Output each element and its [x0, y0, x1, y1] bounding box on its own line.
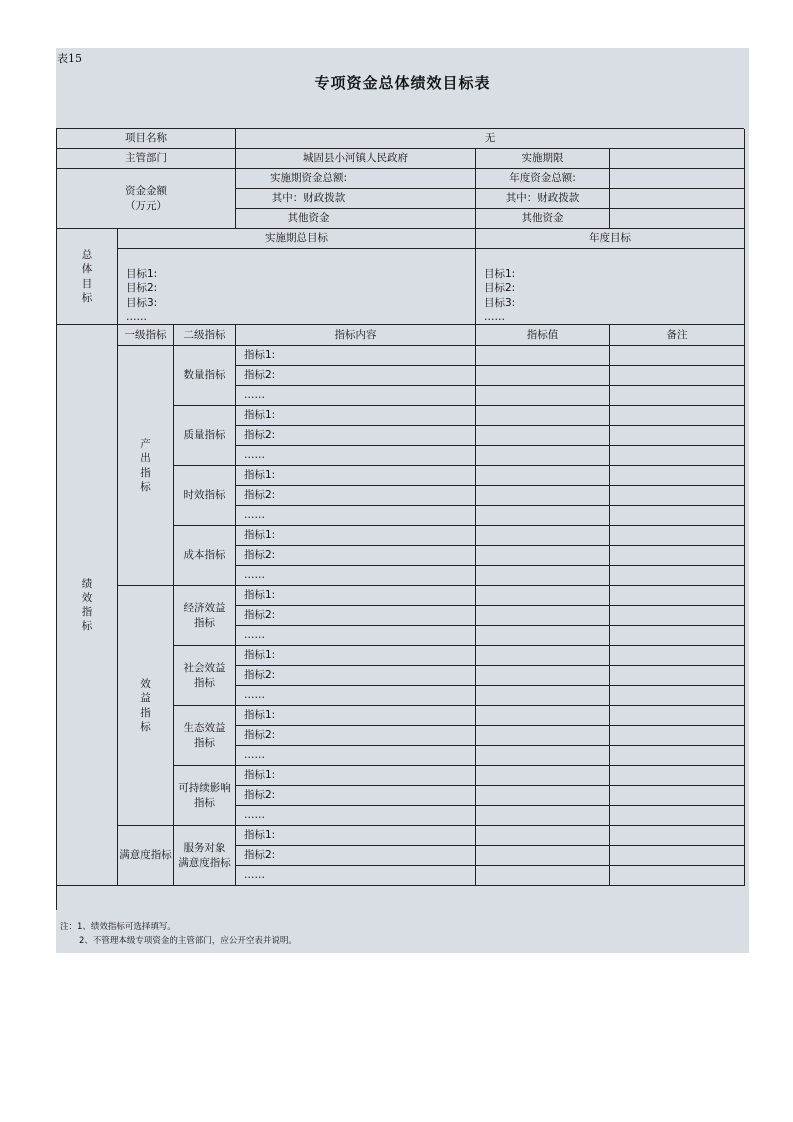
indicator-note-cell [610, 826, 745, 846]
level1-indicator-text: 满意度指标 [119, 849, 172, 862]
other-label: 其他资金 [287, 212, 330, 225]
level1-indicator-text: 效 [140, 678, 151, 691]
indicator-note-cell [610, 746, 745, 766]
fiscal-annual-label: 其中：财政拨款 [476, 189, 610, 209]
goal-item: 目标2: [484, 282, 516, 295]
indicator-content-cell: 指标2: [236, 666, 476, 686]
indicator-note-cell [610, 846, 745, 866]
indicator-note-cell [610, 646, 745, 666]
goal-item: 目标3: [126, 296, 158, 309]
dept-label: 主管部门 [57, 149, 236, 169]
indicator-note-cell [610, 566, 745, 586]
indicator-value-cell [476, 766, 610, 786]
indicator-value-cell [476, 646, 610, 666]
form-number: 表15 [57, 52, 82, 65]
level2-indicator-text: 数量指标 [183, 369, 226, 382]
overall-goal-label [57, 229, 118, 325]
indicator-note-cell [610, 406, 745, 426]
indicator-content-cell: 指标1: [236, 526, 476, 546]
indicator-value-cell [476, 586, 610, 606]
indicator-content-cell: 指标1: [236, 586, 476, 606]
indicator-content-cell: 指标1: [236, 706, 476, 726]
indicator-content-cell: …… [236, 446, 476, 466]
level1-indicator-text: 标 [140, 720, 151, 733]
level2-indicator-text: 指标 [194, 676, 215, 689]
indicator-content-cell: 指标2: [236, 426, 476, 446]
level1-header: 一级指标 [118, 325, 174, 346]
level1-indicator-text: 出 [140, 452, 151, 465]
indicator-note-cell [610, 446, 745, 466]
indicator-value-cell [476, 746, 610, 766]
annual-total-value [610, 169, 745, 189]
indicator-value-cell [476, 366, 610, 386]
level1-indicator-cell [118, 346, 174, 586]
indicator-value-cell [476, 386, 610, 406]
indicator-value-cell [476, 346, 610, 366]
level2-indicator-cell [174, 766, 236, 826]
level1-indicator-text: 标 [140, 480, 151, 493]
level1-indicator-text: 指 [140, 706, 151, 719]
indicator-value-cell [476, 846, 610, 866]
indicator-label-char: 绩 [81, 577, 93, 590]
indicator-content-cell: 指标2: [236, 546, 476, 566]
indicator-value-cell [476, 786, 610, 806]
indicator-note-cell [610, 586, 745, 606]
level2-indicator-text: 质量指标 [183, 429, 226, 442]
indicator-note-cell [610, 426, 745, 446]
fund-amount-label [57, 169, 236, 229]
indicator-value-cell [476, 706, 610, 726]
page-title: 专项资金总体绩效目标表 [314, 74, 491, 92]
fiscal-label: 其中：财政拨款 [271, 192, 346, 205]
level1-indicator-text: 产 [140, 438, 151, 451]
period-goal-header: 实施期总目标 [118, 229, 476, 249]
indicator-content-cell: …… [236, 806, 476, 826]
indicator-note-cell [610, 626, 745, 646]
level2-indicator-text: 社会效益 [183, 662, 226, 675]
indicator-content-cell: …… [236, 746, 476, 766]
level2-header: 二级指标 [174, 325, 236, 346]
indicator-content-cell: …… [236, 626, 476, 646]
period-total-label: 实施期资金总额: [269, 172, 348, 185]
fiscal-cell [236, 189, 476, 209]
performance-target-table [56, 128, 744, 910]
indicator-content-cell: 指标1: [236, 826, 476, 846]
period-total-cell [236, 169, 476, 189]
indicator-note-cell [610, 466, 745, 486]
level2-indicator-text: 满意度指标 [178, 856, 231, 869]
indicator-label-char: 标 [81, 620, 93, 633]
period-goal-list [118, 249, 476, 325]
footnote-1: 注：1、绩效指标可选择填写。 [60, 922, 176, 932]
overall-goal-char: 总 [81, 249, 93, 262]
indicator-note-cell [610, 546, 745, 566]
indicator-note-cell [610, 386, 745, 406]
indicator-value-cell [476, 466, 610, 486]
level2-indicator-cell [174, 826, 236, 886]
indicator-content-cell: 指标2: [236, 786, 476, 806]
indicator-value-cell [476, 826, 610, 846]
value-header: 指标值 [476, 325, 610, 346]
indicator-value-cell [476, 406, 610, 426]
level2-indicator-text: 指标 [194, 736, 215, 749]
indicator-value-cell [476, 806, 610, 826]
indicator-content-cell: 指标1: [236, 346, 476, 366]
indicator-value-cell [476, 686, 610, 706]
indicator-value-cell [476, 726, 610, 746]
indicator-value-cell [476, 546, 610, 566]
level2-indicator-text: 指标 [194, 616, 215, 629]
indicator-note-cell [610, 606, 745, 626]
indicator-content-cell: …… [236, 506, 476, 526]
project-name-value: 无 [236, 129, 745, 149]
level2-indicator-cell [174, 346, 236, 406]
overall-goal-char: 体 [81, 263, 93, 276]
indicator-label-char: 效 [81, 591, 93, 604]
level2-indicator-text: 可持续影响 [178, 782, 231, 795]
indicator-value-cell [476, 426, 610, 446]
fiscal-annual-value [610, 189, 745, 209]
indicator-note-cell [610, 766, 745, 786]
level1-indicator-text: 益 [140, 692, 151, 705]
indicator-content-cell: 指标2: [236, 486, 476, 506]
indicator-note-cell [610, 726, 745, 746]
level2-indicator-text: 生态效益 [183, 722, 226, 735]
level2-indicator-text: 成本指标 [183, 549, 226, 562]
overall-goal-char: 目 [81, 277, 93, 290]
content-header: 指标内容 [236, 325, 476, 346]
fund-label-line2: （万元） [125, 199, 167, 212]
level2-indicator-cell [174, 526, 236, 586]
goal-item: …… [126, 310, 147, 323]
indicator-content-cell: …… [236, 686, 476, 706]
level2-indicator-text: 服务对象 [183, 842, 226, 855]
indicator-content-cell: …… [236, 866, 476, 886]
indicator-content-cell: 指标1: [236, 766, 476, 786]
goal-item: 目标1: [126, 268, 158, 281]
other-cell [236, 209, 476, 229]
period-value [610, 149, 745, 169]
annual-goal-header: 年度目标 [476, 229, 745, 249]
indicator-content-cell: 指标2: [236, 726, 476, 746]
level2-indicator-cell [174, 406, 236, 466]
level2-indicator-text: 时效指标 [183, 489, 226, 502]
indicator-value-cell [476, 626, 610, 646]
indicator-note-cell [610, 866, 745, 886]
indicator-content-cell: …… [236, 566, 476, 586]
goal-item: …… [484, 310, 505, 323]
footnotes [60, 920, 297, 948]
overall-goal-char: 标 [81, 291, 93, 304]
level1-indicator-cell [118, 586, 174, 826]
indicator-value-cell [476, 486, 610, 506]
indicator-content-cell: 指标1: [236, 466, 476, 486]
indicator-note-cell [610, 366, 745, 386]
other-annual-value [610, 209, 745, 229]
level1-indicator-text: 指 [140, 466, 151, 479]
level2-indicator-cell [174, 586, 236, 646]
indicator-content-cell: …… [236, 386, 476, 406]
note-header: 备注 [610, 325, 745, 346]
indicator-note-cell [610, 486, 745, 506]
goal-item: 目标1: [484, 268, 516, 281]
goal-item: 目标2: [126, 282, 158, 295]
dept-value: 城固县小河镇人民政府 [236, 149, 476, 169]
level2-indicator-cell [174, 466, 236, 526]
level2-indicator-text: 指标 [194, 796, 215, 809]
level2-indicator-cell [174, 646, 236, 706]
indicator-note-cell [610, 686, 745, 706]
indicator-note-cell [610, 666, 745, 686]
indicator-label-char: 指 [81, 606, 93, 618]
indicator-content-cell: 指标1: [236, 646, 476, 666]
indicator-note-cell [610, 526, 745, 546]
indicator-value-cell [476, 666, 610, 686]
level1-indicator-cell [118, 826, 174, 886]
annual-total-label: 年度资金总额: [476, 169, 610, 189]
indicator-content-cell: 指标1: [236, 406, 476, 426]
period-label: 实施期限 [476, 149, 610, 169]
indicator-value-cell [476, 566, 610, 586]
indicator-note-cell [610, 806, 745, 826]
project-name-label: 项目名称 [57, 129, 236, 149]
indicator-value-cell [476, 506, 610, 526]
performance-indicator-label [57, 325, 118, 886]
indicator-content-cell: 指标2: [236, 366, 476, 386]
fund-label-line1: 资金金额 [125, 185, 167, 198]
indicator-note-cell [610, 706, 745, 726]
indicator-value-cell [476, 526, 610, 546]
indicator-content-cell: 指标2: [236, 846, 476, 866]
indicator-value-cell [476, 606, 610, 626]
indicator-note-cell [610, 506, 745, 526]
goal-item: 目标3: [484, 296, 516, 309]
indicator-value-cell [476, 446, 610, 466]
indicator-value-cell [476, 866, 610, 886]
footnote-2: 2、不管理本级专项资金的主管部门，应公开空表并说明。 [79, 936, 297, 946]
indicator-note-cell [610, 346, 745, 366]
level2-indicator-text: 经济效益 [183, 602, 226, 615]
other-annual-label: 其他资金 [476, 209, 610, 229]
annual-goal-list [476, 249, 745, 325]
level2-indicator-cell [174, 706, 236, 766]
indicator-note-cell [610, 786, 745, 806]
indicator-content-cell: 指标2: [236, 606, 476, 626]
